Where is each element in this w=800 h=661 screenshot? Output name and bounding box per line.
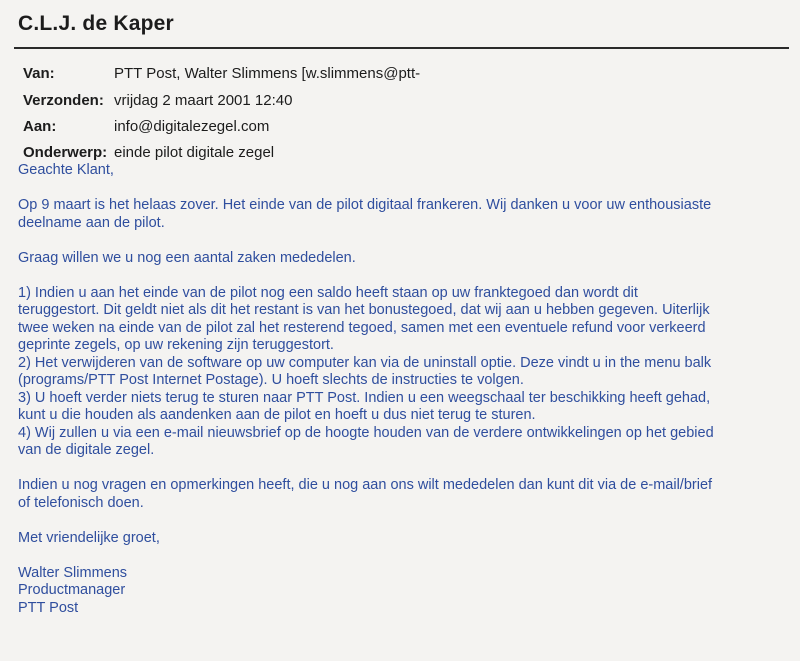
point-line: kunt u die houden als aandenken aan de pilot en hoeft u dus niet terug te sturen.: [18, 407, 536, 423]
header-subject-row: [23, 144, 274, 161]
point-line: 1) Indien u aan het einde van de pilot nog een saldo heeft staan op uw franktegoed dan wordt dit: [18, 284, 638, 301]
greeting: Geachte Klant,: [18, 162, 114, 178]
body-line: of telefonisch doen.: [18, 494, 144, 511]
from-label: Van:: [23, 65, 55, 82]
signature-title: Productmanager: [18, 582, 126, 598]
point-line: (programs/PTT Post Internet Postage). U hoeft slechts de instructies te volgen.: [18, 372, 524, 388]
point-line: teruggestort. Dit geldt niet als dit het restant is van het bonustegoed, dat wij aan u hebben gegeven. Uiterlijk: [18, 302, 710, 318]
header-sent-row: [23, 92, 292, 109]
email-body: [18, 162, 788, 617]
sent-value: vrijdag 2 maart 2001 12:40: [114, 92, 293, 109]
sent-label: Verzonden:: [23, 92, 104, 109]
signature-company: PTT Post: [18, 599, 79, 616]
point-line: 2) Het verwijderen van de software op uw computer kan via de uninstall optie. Deze vindt u in the menu balk: [18, 354, 712, 371]
body-line: deelname aan de pilot.: [18, 214, 165, 231]
point-line: 4) Wij zullen u via een e-mail nieuwsbrief op de hoogte houden van de verdere ontwikkelingen op het gebied: [18, 424, 714, 441]
point-line: geprinte zegels, op uw rekening zijn teruggestort.: [18, 337, 334, 353]
body-line: Indien u nog vragen en opmerkingen heeft, die u nog aan ons wilt mededelen dan kunt dit via de e-mail/brief: [18, 477, 713, 493]
header-divider: [14, 47, 789, 49]
closing: Met vriendelijke groet,: [18, 529, 160, 546]
subject-value: einde pilot digitale zegel: [114, 144, 275, 161]
body-line: Graag willen we u nog een aantal zaken mededelen.: [18, 249, 356, 266]
point-line: twee weken na einde van de pilot zal het resterend tegoed, samen met een eventuele refund voor verkeerd: [18, 319, 706, 336]
header-to-row: [23, 118, 269, 135]
from-value: PTT Post, Walter Slimmens [w.slimmens@ptt-: [114, 65, 421, 82]
subject-label: Onderwerp:: [23, 144, 108, 161]
point-line: 3) U hoeft verder niets terug te sturen naar PTT Post. Indien u een weegschaal ter beschikking heeft gehad,: [18, 389, 711, 406]
to-value: info@digitalezegel.com: [114, 118, 270, 135]
point-line: van de digitale zegel.: [18, 442, 155, 458]
body-line: Op 9 maart is het helaas zover. Het einde van de pilot digitaal frankeren. Wij danken u voor uw enthousiaste: [18, 197, 712, 213]
signature-name: Walter Slimmens: [18, 564, 128, 581]
header-from-row: [23, 65, 420, 82]
sender-name-title: C.L.J. de Kaper: [18, 12, 174, 35]
to-label: Aan:: [23, 118, 57, 135]
